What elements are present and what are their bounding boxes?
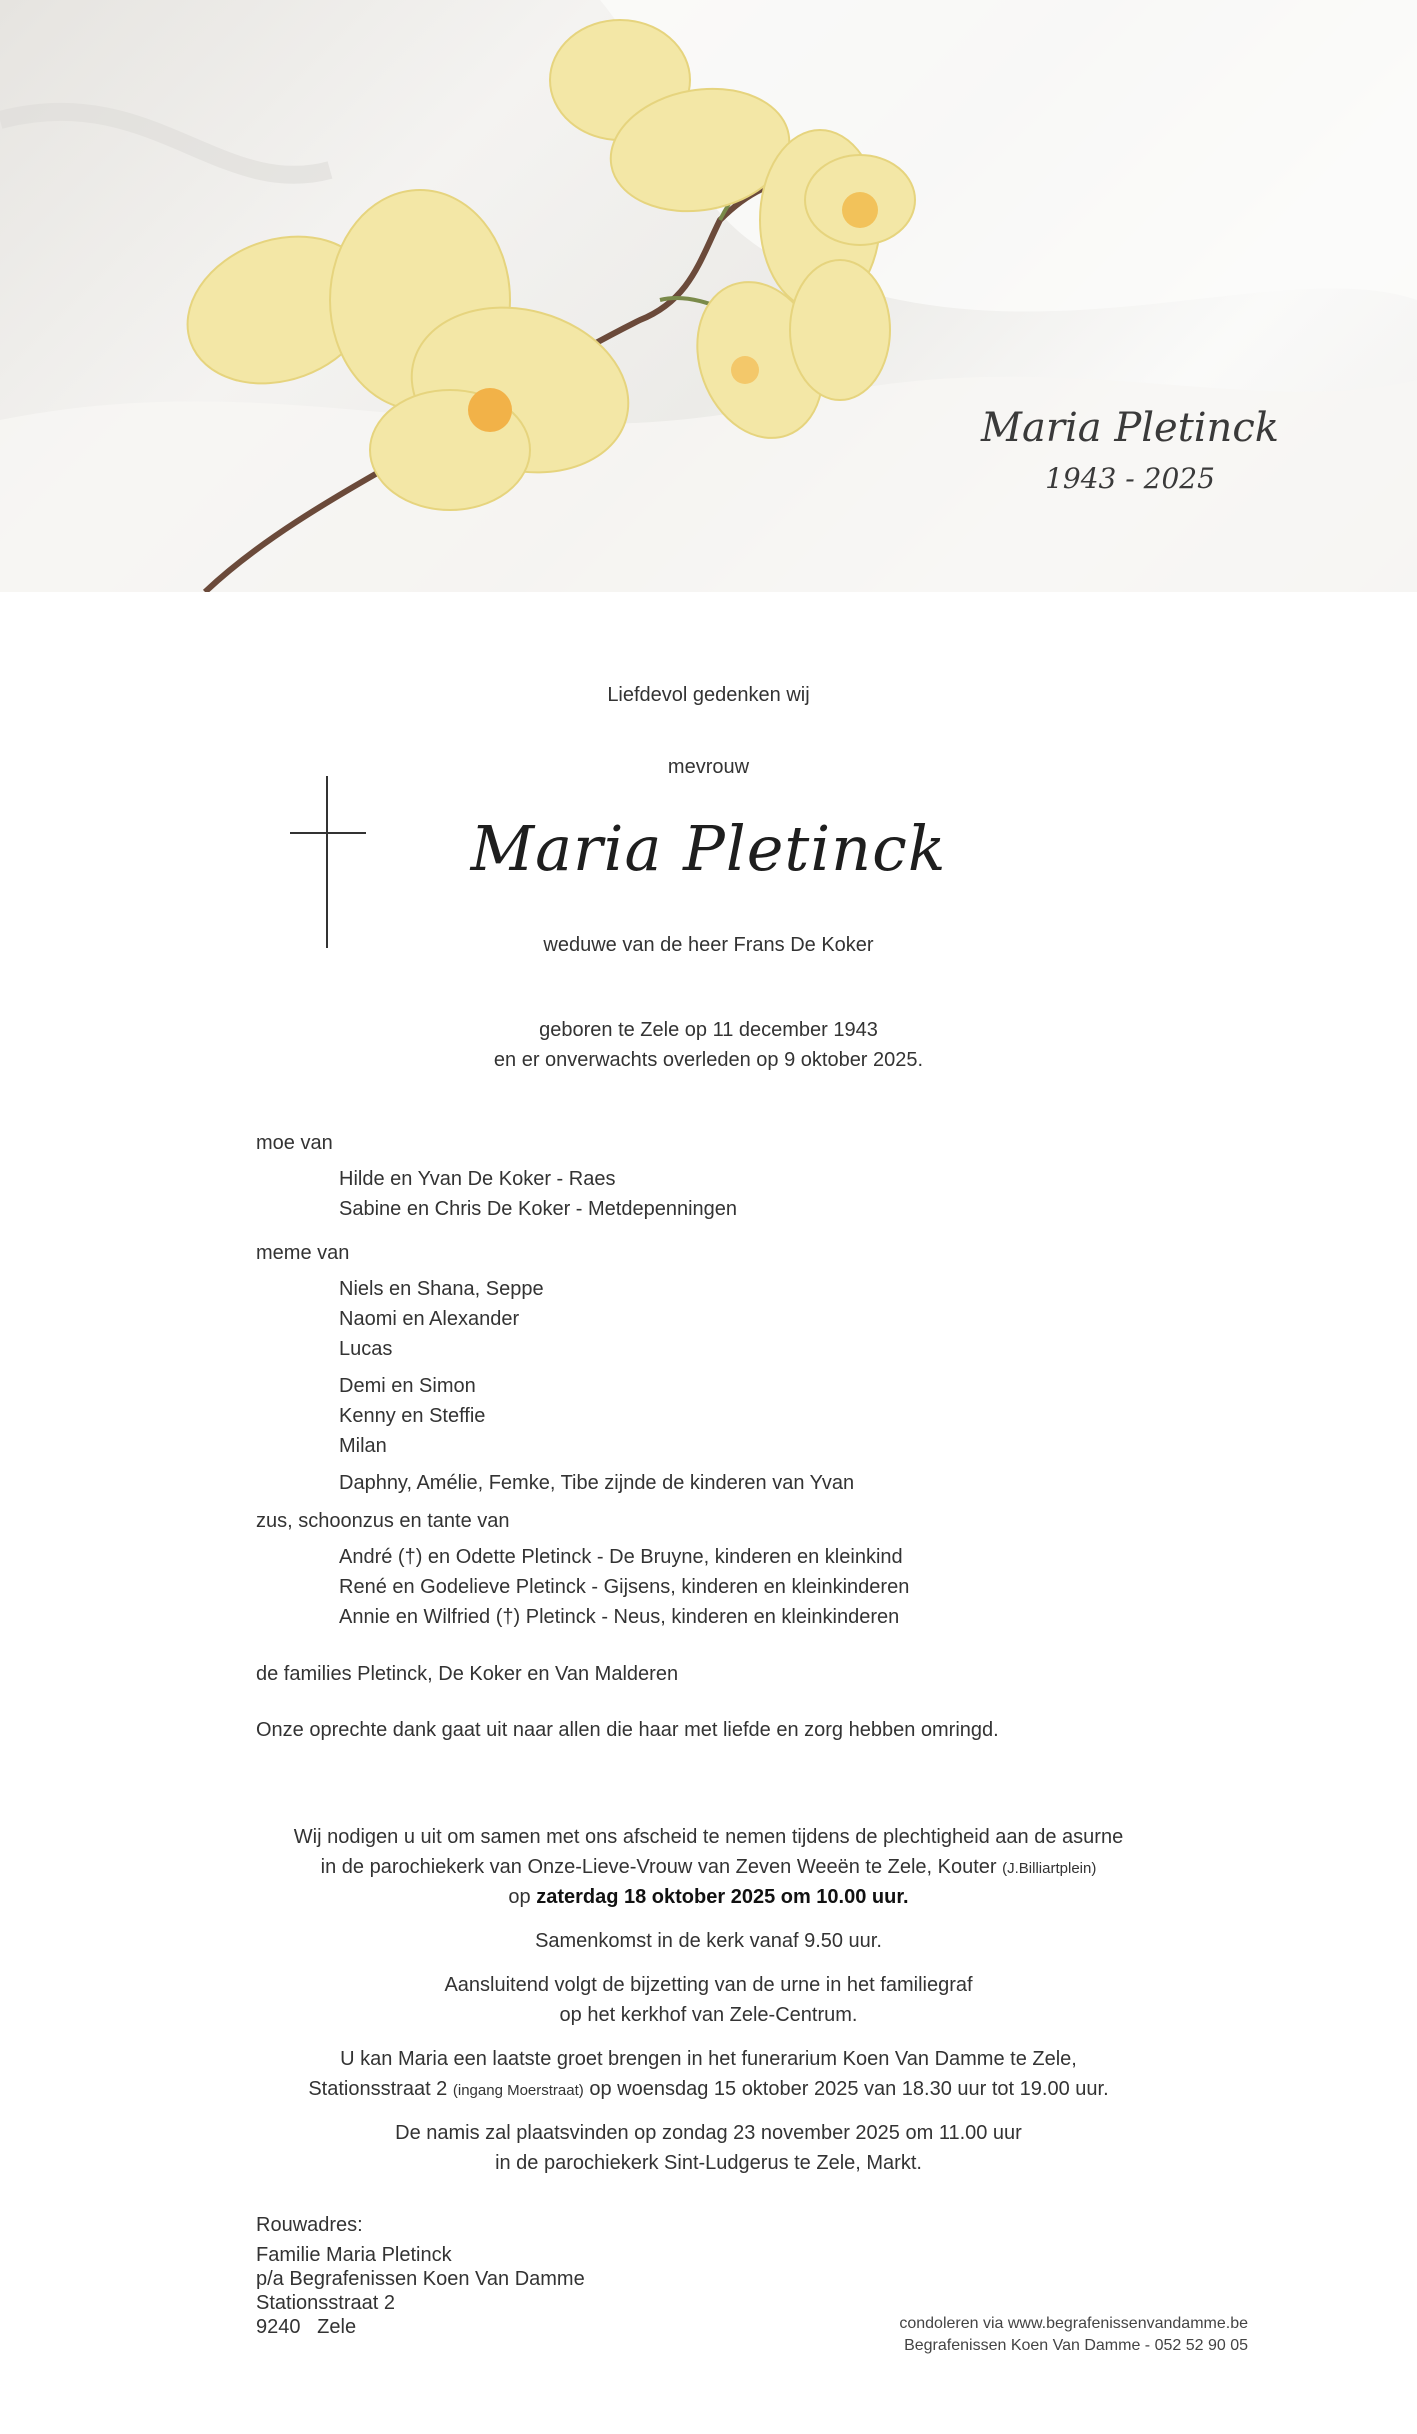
sister-heading: zus, schoonzus en tante van [256, 1510, 510, 1532]
address-line: Stationsstraat 2 [256, 2292, 395, 2314]
list-item: Sabine en Chris De Koker - Metdepenningen [339, 1198, 738, 1220]
header-photo [0, 0, 1417, 592]
farewell-time: op woensdag 15 oktober 2025 van 18.30 uur tot 19.00 uur. [589, 2078, 1109, 2100]
spouse-line: weduwe van de heer Frans De Koker [543, 934, 874, 956]
deceased-name: Maria Pletinck [470, 812, 947, 885]
title-mevrouw: mevrouw [667, 756, 750, 778]
families-line: de families Pletinck, De Koker en Van Malderen [256, 1663, 679, 1685]
gathering-line: Samenkomst in de kerk vanaf 9.50 uur. [535, 1930, 882, 1952]
list-item: André (†) en Odette Pletinck - De Bruyne, kinderen en kleinkind [339, 1546, 903, 1568]
invite-line-3-prefix: op [508, 1886, 531, 1908]
mass-line-1: De namis zal plaatsvinden op zondag 23 november 2025 om 11.00 uur [395, 2122, 1022, 2144]
list-item: Lucas [339, 1338, 393, 1360]
header-years: 1943 - 2025 [1045, 462, 1215, 495]
orchid-illustration [0, 0, 1417, 592]
list-item: Demi en Simon [339, 1375, 476, 1397]
invite-line-2-note: (J.Billiartplein) [1002, 1860, 1097, 1877]
mother-heading: moe van [256, 1132, 333, 1154]
burial-line-1: Aansluitend volgt de bijzetting van de urne in het familiegraf [444, 1974, 973, 1996]
footer-condolences: condoleren via www.begrafenissenvandamme.be [899, 2315, 1248, 2332]
address-heading: Rouwadres: [256, 2214, 363, 2236]
grandmother-heading: meme van [256, 1242, 350, 1264]
farewell-note: (ingang Moerstraat) [452, 2082, 584, 2099]
list-item: René en Godelieve Pletinck - Gijsens, kinderen en kleinkinderen [339, 1576, 910, 1598]
address-line: p/a Begrafenissen Koen Van Damme [256, 2268, 585, 2290]
farewell-line-1: U kan Maria een laatste groet brengen in het funerarium Koen Van Damme te Zele, [340, 2048, 1077, 2070]
list-item: Daphny, Amélie, Femke, Tibe zijnde de kinderen van Yvan [339, 1472, 855, 1494]
header-name: Maria Pletinck [981, 405, 1279, 451]
thanks-line: Onze oprechte dank gaat uit naar allen die haar met liefde en zorg hebben omringd. [256, 1719, 999, 1741]
invite-line-2 [0, 1852, 1417, 1884]
burial-line-2: op het kerkhof van Zele-Centrum. [559, 2004, 858, 2026]
invite-line-2-text: in de parochiekerk van Onze-Lieve-Vrouw van Zeven Weeën te Zele, Kouter [320, 1856, 997, 1878]
list-item: Kenny en Steffie [339, 1405, 486, 1427]
list-item: Hilde en Yvan De Koker - Raes [339, 1168, 616, 1190]
address-line: 9240 Zele [256, 2316, 357, 2338]
invite-line-3 [0, 1882, 1417, 1912]
address-line: Familie Maria Pletinck [256, 2244, 452, 2266]
list-item: Naomi en Alexander [339, 1308, 520, 1330]
intro-line: Liefdevol gedenken wij [607, 684, 810, 706]
mass-line-2: in de parochiekerk Sint-Ludgerus te Zele, Markt. [495, 2152, 922, 2174]
farewell-address: Stationsstraat 2 [308, 2078, 448, 2100]
ceremony-date: zaterdag 18 oktober 2025 om 10.00 uur. [536, 1886, 909, 1908]
list-item: Milan [339, 1435, 387, 1457]
footer-contact: Begrafenissen Koen Van Damme - 052 52 90 05 [904, 2337, 1248, 2354]
invite-line-1: Wij nodigen u uit om samen met ons afscheid te nemen tijdens de plechtigheid aan de asurne [293, 1826, 1124, 1848]
farewell-line-2 [0, 2074, 1417, 2106]
list-item: Niels en Shana, Seppe [339, 1278, 544, 1300]
list-item: Annie en Wilfried (†) Pletinck - Neus, kinderen en kleinkinderen [339, 1606, 900, 1628]
death-line: en er onverwachts overleden op 9 oktober 2025. [493, 1049, 924, 1071]
birth-line: geboren te Zele op 11 december 1943 [539, 1019, 878, 1041]
